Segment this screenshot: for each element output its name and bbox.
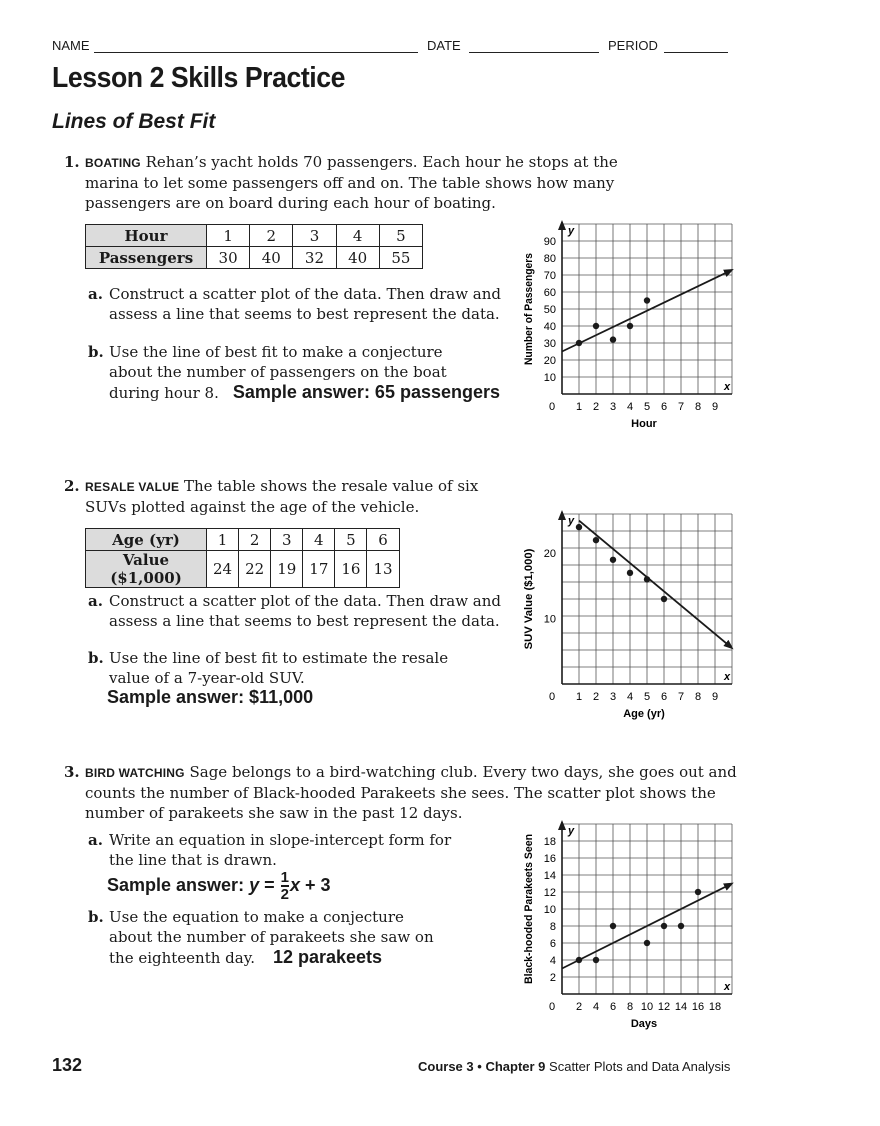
table-cell: 32 — [293, 247, 336, 269]
x-tick-label: 6 — [660, 691, 668, 703]
table-header: Passengers — [86, 247, 207, 269]
y-tick-label: 90 — [543, 236, 556, 248]
footer-chapter: Chapter 9 — [485, 1059, 546, 1074]
data-point — [644, 576, 650, 582]
x-tick-label: 2 — [592, 401, 600, 413]
data-point — [661, 923, 667, 929]
problem-2 — [64, 476, 524, 517]
problem-3-text-line: number of parakeets she saw in the past 12 days. — [85, 804, 463, 822]
x-axis-letter: x — [724, 671, 731, 683]
problem-2-table — [85, 528, 400, 588]
part-letter: a. — [88, 592, 103, 610]
problem-1-part-a — [88, 284, 529, 324]
x-tick-label: 18 — [708, 1001, 722, 1013]
problem-3-part-b — [88, 907, 529, 968]
table-header: Value ($1,000) — [86, 551, 207, 588]
data-point — [610, 336, 616, 342]
y-tick-label: 60 — [543, 287, 556, 299]
x-tick-label: 5 — [643, 691, 651, 703]
table-cell: 13 — [367, 551, 399, 588]
table-cell: 2 — [239, 529, 271, 551]
y-tick-label: 18 — [543, 836, 556, 848]
data-point — [695, 889, 701, 895]
y-tick-label: 50 — [543, 304, 556, 316]
problem-2-part-b — [88, 648, 529, 688]
x-tick-label: 10 — [640, 1001, 654, 1013]
problem-1-number: 1. — [64, 153, 80, 171]
footer-course — [418, 1059, 730, 1074]
part-text-line: the eighteenth day. — [109, 949, 255, 967]
y-axis-title: Black-hooded Parakeets Seen — [523, 826, 535, 984]
answer-text: Sample answer: $11,000 — [107, 687, 314, 707]
data-point — [644, 940, 650, 946]
part-text-line: value of a 7-year-old SUV. — [109, 669, 305, 687]
table-cell: 5 — [335, 529, 367, 551]
table-cell: 55 — [379, 247, 422, 269]
problem-3-text-line: counts the number of Black-hooded Parakeets she sees. The scatter plot shows the — [85, 784, 716, 802]
part-text-line: assess a line that seems to best represent the data. — [109, 305, 500, 323]
part-text-line: Use the equation to make a conjecture — [109, 908, 404, 926]
y-tick-label: 30 — [543, 338, 556, 350]
name-label: NAME — [52, 38, 90, 53]
y-tick-label: 8 — [549, 921, 556, 933]
fraction-denominator: 2 — [280, 886, 289, 903]
table-cell: 30 — [207, 247, 250, 269]
table-cell: 4 — [336, 225, 379, 247]
part-letter: b. — [88, 343, 104, 361]
footer-bullet: • — [477, 1059, 482, 1074]
origin-label: 0 — [548, 691, 556, 703]
y-tick-label: 20 — [543, 548, 556, 561]
y-tick-label: 2 — [549, 972, 556, 984]
x-tick-label: 4 — [626, 691, 634, 703]
table-cell: 1 — [207, 225, 250, 247]
x-tick-label: 5 — [643, 401, 651, 413]
data-point — [610, 557, 616, 563]
y-axis-title: SUV Value ($1,000) — [523, 550, 535, 650]
x-tick-label: 6 — [609, 1001, 617, 1013]
part-text-line: Write an equation in slope-intercept form for — [109, 831, 452, 849]
footer-course-name: Course 3 — [418, 1059, 474, 1074]
problem-1-text-line: Rehan’s yacht holds 70 passengers. Each hour he stops at the — [145, 153, 618, 171]
chart-passengers — [510, 218, 750, 438]
x-tick-label: 4 — [592, 1001, 600, 1013]
page-subtitle: Lines of Best Fit — [52, 110, 216, 133]
y-axis-title: Number of Passengers — [523, 245, 535, 365]
fraction — [281, 870, 289, 902]
y-tick-label: 4 — [549, 955, 556, 967]
y-tick-label: 70 — [543, 270, 556, 282]
name-blank[interactable] — [94, 52, 418, 53]
data-point — [678, 923, 684, 929]
part-text-line: during hour 8. — [109, 384, 219, 402]
table-cell: 22 — [239, 551, 271, 588]
y-tick-label: 10 — [543, 904, 556, 916]
period-label: PERIOD — [608, 38, 658, 53]
part-text-line: Use the line of best fit to estimate the resale — [109, 649, 449, 667]
data-point — [593, 537, 599, 543]
equation-answer — [107, 870, 331, 902]
x-tick-label: 8 — [626, 1001, 634, 1013]
y-axis-letter: y — [568, 825, 575, 837]
problem-3-caption: BIRD WATCHING — [85, 766, 185, 780]
x-tick-label: 8 — [694, 401, 702, 413]
origin-label: 0 — [548, 1001, 556, 1013]
y-tick-label: 80 — [543, 253, 556, 265]
chart-parakeets — [510, 816, 750, 1036]
table-header: Age (yr) — [86, 529, 207, 551]
data-point — [661, 596, 667, 602]
problem-3-part-a — [88, 830, 509, 870]
date-label: DATE — [427, 38, 461, 53]
data-point — [627, 323, 633, 329]
y-tick-label: 40 — [543, 321, 556, 333]
table-cell: 3 — [271, 529, 303, 551]
x-tick-label: 16 — [691, 1001, 705, 1013]
x-tick-label: 8 — [694, 691, 702, 703]
table-cell: 5 — [379, 225, 422, 247]
y-tick-label: 14 — [543, 870, 556, 882]
problem-2-caption: RESALE VALUE — [85, 480, 180, 494]
problem-2-text-line: The table shows the resale value of six — [183, 477, 479, 495]
problem-3-text-line: Sage belongs to a bird-watching club. Every two days, she goes out and — [189, 763, 737, 781]
answer-x: x — [289, 874, 300, 895]
y-tick-label: 10 — [543, 613, 556, 626]
table-cell: 4 — [303, 529, 335, 551]
part-letter: a. — [88, 831, 103, 849]
answer-text: Sample answer: 65 passengers — [232, 382, 501, 402]
data-point — [576, 340, 582, 346]
y-tick-label: 10 — [543, 372, 556, 384]
period-blank[interactable] — [664, 52, 728, 53]
x-axis-letter: x — [724, 981, 731, 993]
problem-2-part-a — [88, 591, 529, 631]
problem-1-caption: BOATING — [85, 156, 141, 170]
data-point — [610, 923, 616, 929]
data-point — [576, 524, 582, 530]
x-tick-label: 2 — [592, 691, 600, 703]
y-axis-letter: y — [568, 225, 575, 237]
y-tick-label: 12 — [543, 887, 556, 899]
page-title: Lesson 2 Skills Practice — [52, 62, 345, 94]
part-text-line: the line that is drawn. — [109, 851, 277, 869]
origin-label: 0 — [548, 401, 556, 413]
problem-1-table — [85, 224, 423, 269]
x-tick-label: 9 — [711, 691, 719, 703]
x-tick-label: 9 — [711, 401, 719, 413]
x-tick-label: 3 — [609, 401, 617, 413]
answer-text: 12 parakeets — [272, 947, 383, 967]
part-letter: b. — [88, 908, 104, 926]
part-text-line: about the number of parakeets she saw on — [109, 928, 434, 946]
data-point — [593, 957, 599, 963]
x-tick-label: 1 — [575, 401, 583, 413]
problem-1-part-b — [88, 342, 539, 403]
x-tick-label: 4 — [626, 401, 634, 413]
chart-suv-value — [510, 506, 750, 732]
y-tick-label: 20 — [543, 355, 556, 367]
table-cell: 24 — [207, 551, 239, 588]
data-point — [627, 570, 633, 576]
x-tick-label: 12 — [657, 1001, 671, 1013]
x-axis-letter: x — [724, 381, 731, 393]
table-cell: 40 — [336, 247, 379, 269]
x-tick-label: 6 — [660, 401, 668, 413]
problem-2-number: 2. — [64, 477, 80, 495]
answer-suffix: + 3 — [305, 874, 331, 895]
x-tick-label: 7 — [677, 691, 685, 703]
table-header: Hour — [86, 225, 207, 247]
x-tick-label: 7 — [677, 401, 685, 413]
answer-equals: = — [264, 874, 275, 895]
y-axis-letter: y — [568, 515, 575, 527]
answer-prefix: Sample answer: — [107, 874, 245, 895]
x-axis-title: Days — [630, 1018, 658, 1030]
table-cell: 1 — [207, 529, 239, 551]
table-cell: 3 — [293, 225, 336, 247]
x-axis-title: Age (yr) — [623, 708, 665, 720]
data-point — [593, 323, 599, 329]
footer-chapter-title: Scatter Plots and Data Analysis — [549, 1059, 731, 1074]
table-cell: 16 — [335, 551, 367, 588]
problem-2-text-line: SUVs plotted against the age of the vehicle. — [85, 498, 420, 516]
part-letter: b. — [88, 649, 104, 667]
table-cell: 2 — [250, 225, 293, 247]
part-text-line: Construct a scatter plot of the data. Then draw and — [109, 592, 502, 610]
x-tick-label: 3 — [609, 691, 617, 703]
part-text-line: Use the line of best fit to make a conjecture — [109, 343, 443, 361]
x-axis-title: Hour — [631, 418, 657, 430]
x-tick-label: 2 — [575, 1001, 583, 1013]
y-tick-label: 6 — [549, 938, 556, 950]
date-blank[interactable] — [469, 52, 599, 53]
data-point — [576, 957, 582, 963]
problem-3 — [64, 762, 764, 823]
problem-1-text-line: passengers are on board during each hour of boating. — [85, 194, 496, 212]
problem-3-number: 3. — [64, 763, 80, 781]
part-text-line: assess a line that seems to best represent the data. — [109, 612, 500, 630]
fraction-numerator: 1 — [280, 869, 289, 886]
best-fit-line — [579, 521, 732, 649]
table-cell: 40 — [250, 247, 293, 269]
x-tick-label: 1 — [575, 691, 583, 703]
part-text-line: Construct a scatter plot of the data. Then draw and — [109, 285, 502, 303]
problem-1 — [64, 152, 624, 213]
problem-1-text-line: marina to let some passengers off and on. The table shows how many — [85, 174, 615, 192]
table-cell: 17 — [303, 551, 335, 588]
part-letter: a. — [88, 285, 103, 303]
y-tick-label: 16 — [543, 853, 556, 865]
table-cell: 19 — [271, 551, 303, 588]
page-number: 132 — [52, 1055, 83, 1075]
data-point — [644, 297, 650, 303]
answer-y: y — [249, 874, 260, 895]
table-cell: 6 — [367, 529, 399, 551]
x-tick-label: 14 — [674, 1001, 688, 1013]
part-text-line: about the number of passengers on the boat — [109, 363, 447, 381]
